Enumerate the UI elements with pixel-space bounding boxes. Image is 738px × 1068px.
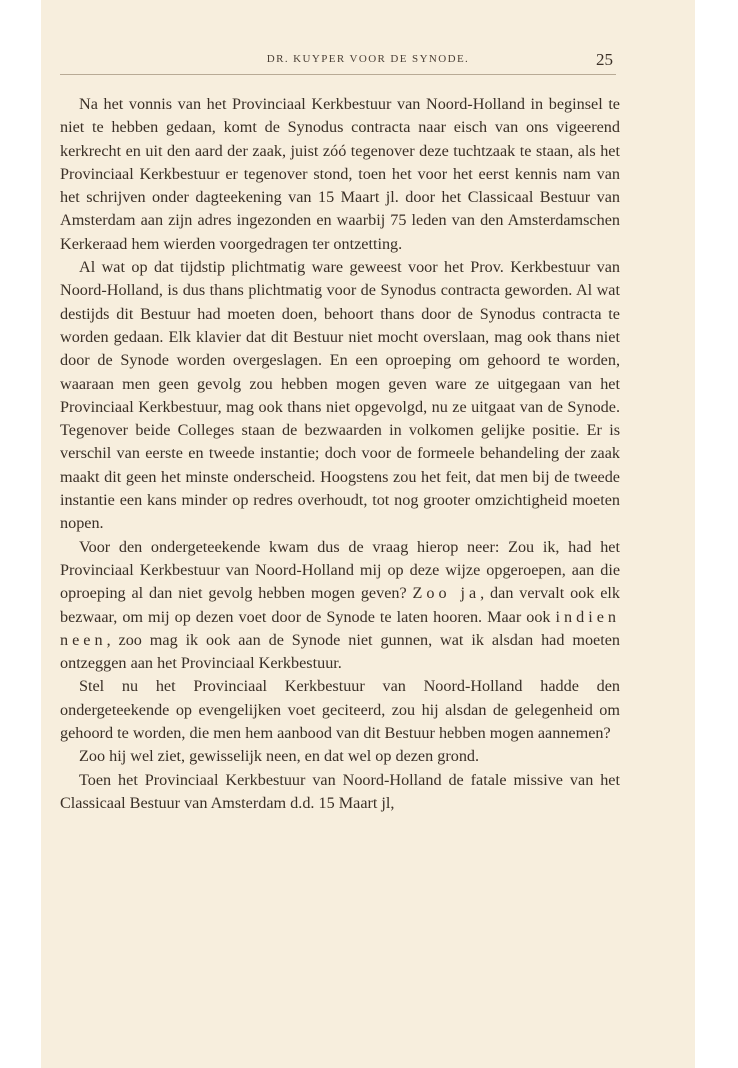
book-page: [41, 0, 695, 1068]
paragraph-3: [60, 536, 620, 676]
body-text: [60, 93, 620, 815]
paragraph-3-text-b: , dan vervalt ook elk bezwaar, om mij op dezen voet door de Synode te laten hooren. Maar ook: [60, 584, 620, 626]
paragraph-6: Toen het Provinciaal Kerkbestuur van Noord-Holland de fatale missive van het Classicaal Bestuur van Amsterdam d.d. 15 Maart jl,: [60, 770, 620, 812]
emphasis-indien-neen: indien neen: [60, 607, 620, 649]
header-rule: [60, 74, 616, 75]
paragraph-4: Stel nu het Provinciaal Kerkbestuur van Noord-Holland hadde den ondergeteekende op evengelijken voet geciteerd, zou hij alsdan de gelegenheid om gehoord te worden, die men hem aanbood van dit Bestuur hebben mogen aannemen?: [60, 677, 620, 743]
paragraph-3-text-a: Voor den ondergeteekende kwam dus de vraag hierop neer: Zou ik, had het Provinciaal Kerkbestuur van Noord-Holland mij op deze wijze opgeroepen, aan die oproeping al dan niet gevolg hebben mogen geven?: [60, 537, 620, 603]
paragraph-5: Zoo hij wel ziet, gewisselijk neen, en dat wel op dezen grond.: [79, 747, 480, 766]
emphasis-zoo-ja: Zoo ja: [412, 584, 481, 603]
paragraph-3-text-c: , zoo mag ik ook aan de Synode niet gunnen, wat ik alsdan had moeten ontzeggen aan het Provinciaal Kerkbestuur.: [60, 630, 620, 673]
running-title: DR. KUYPER VOOR DE SYNODE.: [266, 53, 470, 65]
page-number: 25: [596, 50, 613, 69]
paragraph-2: Al wat op dat tijdstip plichtmatig ware geweest voor het Prov. Kerkbestuur van Noord-Holland, is dus thans plichtmatig voor de Synodus contracta geworden. Al wat destijds dit Bestuur had moeten doen, behoort thans door de Synodus contracta te worden gedaan. Elk klavier dat dit Bestuur niet mocht overslaan, mag ook thans niet door de Synode worden overgeslagen. En een oproeping om gehoord te worden, waaraan men geen gevolg zou hebben mogen geven ware ze uitgegaan van het Provinciaal Kerkbestuur, mag ook thans niet opgevolgd, nu ze uitgaat van de Synode. Tegenover beide Colleges staan de bezwaarden in volkomen gelijke positie. Er is verschil van eerste en tweede instantie; doch voor de formeele behandeling der zaak maakt dit geen het minste onderscheid. Hoogstens zou het feit, dat men bij de tweede instantie een kans minder op redres overhoudt, tot nog grooter omzichtigheid moeten nopen.: [60, 258, 620, 533]
paragraph-1: Na het vonnis van het Provinciaal Kerkbestuur van Noord-Holland in beginsel te niet te hebben gedaan, komt de Synodus contracta naar eisch van ons vigeerend kerkrecht en uit den aard der zaak, juist zóó tegenover deze tuchtzaak te staan, als het Provinciaal Kerkbestuur er tegenover stond, toen het voor het eerst kennis nam van het schrijven onder dagteekening van 15 Maart jl. door het Classicaal Bestuur van Amsterdam aan zijn adres ingezonden en waarbij 75 leden van den Amsterdamschen Kerkeraad hem wierden voorgedragen ter ontzetting.: [60, 95, 620, 253]
running-head: [41, 50, 695, 72]
